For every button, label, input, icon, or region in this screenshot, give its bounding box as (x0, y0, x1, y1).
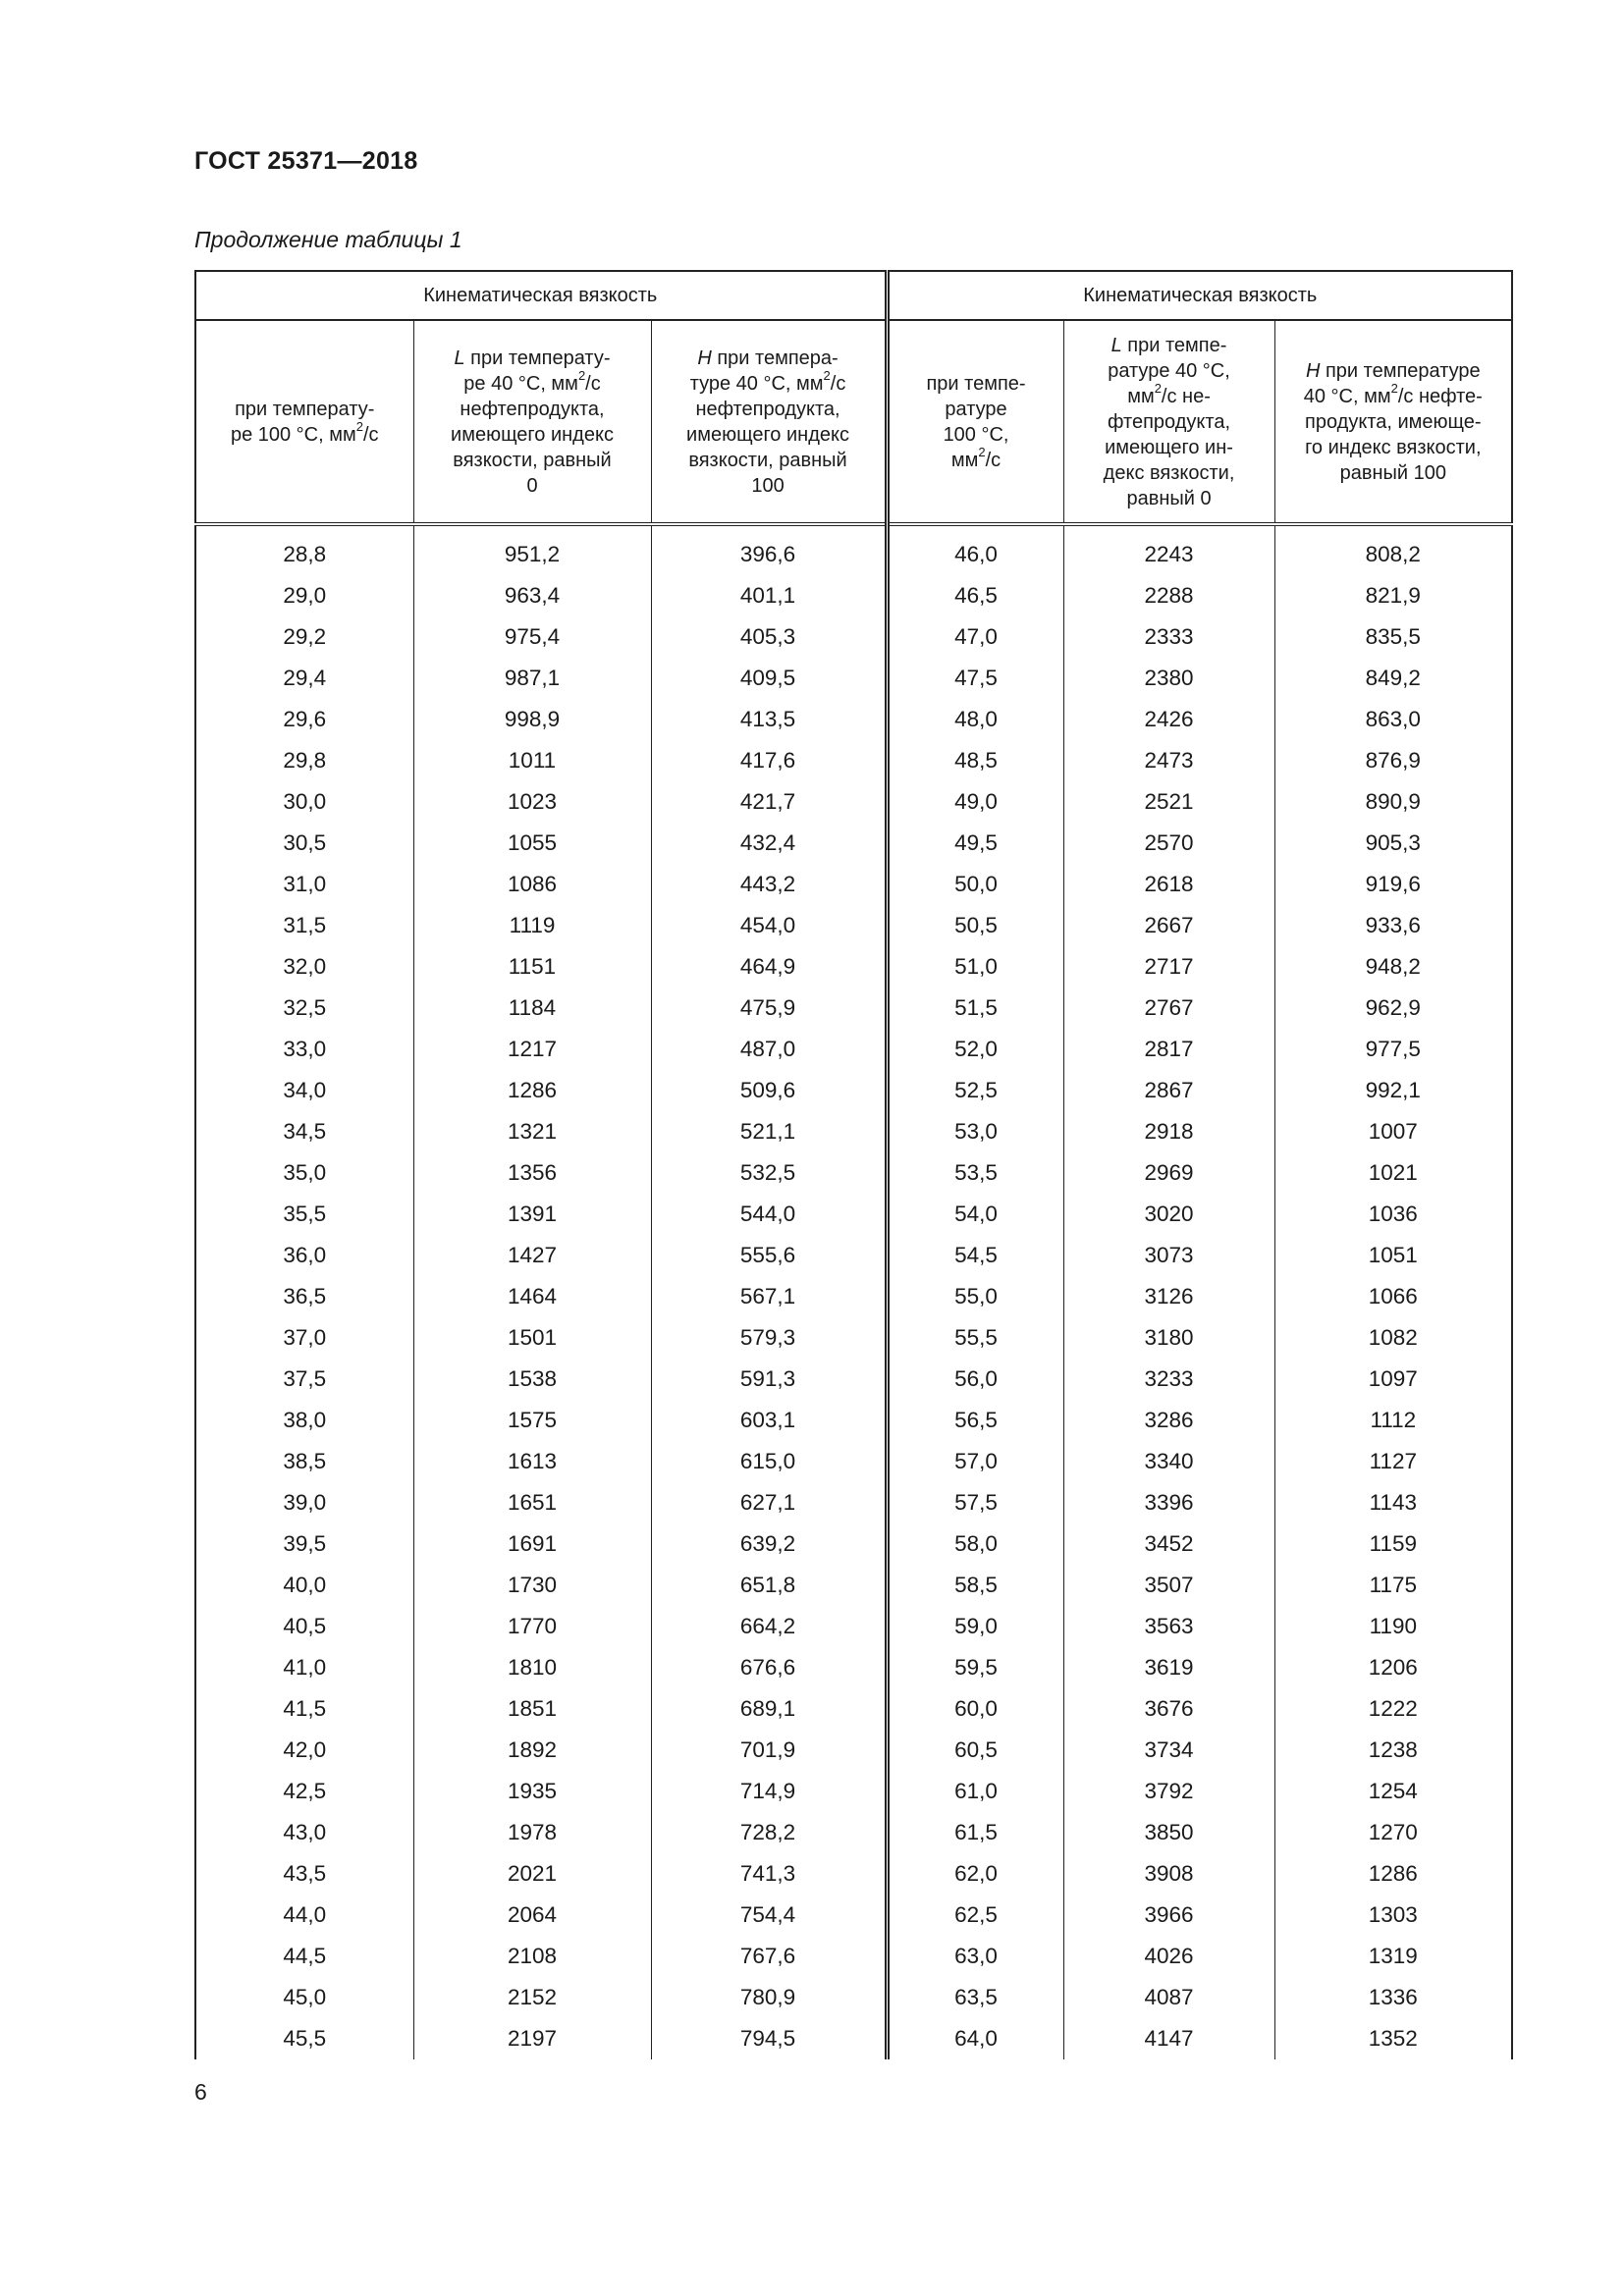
cell-kv100-right: 51,5 (887, 988, 1063, 1029)
cell-kv100-left: 44,0 (195, 1895, 413, 1936)
cell-l40-left: 1119 (413, 905, 651, 946)
table-row (195, 1317, 1512, 1359)
col-header-l40-left: L при температу- ре 40 °C, $мм^2/с$ нефтепродукта, имеющего индекс вязкости, равный 0 (413, 320, 651, 524)
cell-h40-left: 396,6 (651, 524, 887, 575)
cell-l40-left: 1217 (413, 1029, 651, 1070)
cell-h40-left: 555,6 (651, 1235, 887, 1276)
cell-kv100-right: 48,0 (887, 699, 1063, 740)
cell-l40-left: 1810 (413, 1647, 651, 1688)
cell-h40-left: 413,5 (651, 699, 887, 740)
cell-l40-right: 4026 (1063, 1936, 1274, 1977)
cell-kv100-left: 45,0 (195, 1977, 413, 2018)
cell-kv100-right: 63,0 (887, 1936, 1063, 1977)
cell-h40-left: 767,6 (651, 1936, 887, 1977)
cell-kv100-left: 37,5 (195, 1359, 413, 1400)
cell-l40-left: 1464 (413, 1276, 651, 1317)
cell-l40-left: 975,4 (413, 616, 651, 658)
cell-l40-left: 1286 (413, 1070, 651, 1111)
cell-kv100-right: 50,5 (887, 905, 1063, 946)
cell-kv100-left: 43,0 (195, 1812, 413, 1853)
cell-h40-right: 1222 (1274, 1688, 1512, 1730)
cell-h40-right: 1143 (1274, 1482, 1512, 1523)
cell-kv100-left: 39,5 (195, 1523, 413, 1565)
cell-h40-right: 863,0 (1274, 699, 1512, 740)
cell-kv100-left: 38,0 (195, 1400, 413, 1441)
cell-h40-left: 432,4 (651, 823, 887, 864)
cell-l40-right: 3966 (1063, 1895, 1274, 1936)
cell-h40-left: 421,7 (651, 781, 887, 823)
table-row (195, 1565, 1512, 1606)
cell-kv100-left: 29,4 (195, 658, 413, 699)
cell-kv100-left: 32,5 (195, 988, 413, 1029)
table-row (195, 1111, 1512, 1152)
cell-l40-left: 1321 (413, 1111, 651, 1152)
cell-kv100-left: 38,5 (195, 1441, 413, 1482)
cell-h40-right: 1021 (1274, 1152, 1512, 1194)
table-row (195, 1977, 1512, 2018)
cell-kv100-right: 58,5 (887, 1565, 1063, 1606)
cell-l40-right: 2867 (1063, 1070, 1274, 1111)
cell-h40-right: 919,6 (1274, 864, 1512, 905)
cell-h40-right: 1082 (1274, 1317, 1512, 1359)
cell-l40-right: 3073 (1063, 1235, 1274, 1276)
table-row (195, 1812, 1512, 1853)
table-row (195, 1688, 1512, 1730)
cell-l40-left: 1151 (413, 946, 651, 988)
cell-kv100-right: 61,0 (887, 1771, 1063, 1812)
cell-kv100-right: 62,0 (887, 1853, 1063, 1895)
document-id: ГОСТ 25371—2018 (194, 147, 418, 175)
cell-l40-right: 3507 (1063, 1565, 1274, 1606)
page-number: 6 (194, 2079, 207, 2105)
cell-h40-right: 849,2 (1274, 658, 1512, 699)
cell-l40-right: 3792 (1063, 1771, 1274, 1812)
table-row (195, 1771, 1512, 1812)
cell-kv100-right: 62,5 (887, 1895, 1063, 1936)
cell-l40-left: 2152 (413, 1977, 651, 2018)
cell-h40-left: 615,0 (651, 1441, 887, 1482)
table-row (195, 1029, 1512, 1070)
cell-l40-left: 1391 (413, 1194, 651, 1235)
cell-kv100-left: 33,0 (195, 1029, 413, 1070)
cell-kv100-left: 39,0 (195, 1482, 413, 1523)
cell-kv100-left: 30,0 (195, 781, 413, 823)
cell-l40-right: 3734 (1063, 1730, 1274, 1771)
table-row (195, 781, 1512, 823)
cell-l40-right: 2767 (1063, 988, 1274, 1029)
cell-l40-right: 3452 (1063, 1523, 1274, 1565)
cell-l40-left: 2064 (413, 1895, 651, 1936)
cell-l40-right: 3563 (1063, 1606, 1274, 1647)
cell-kv100-left: 29,2 (195, 616, 413, 658)
cell-kv100-left: 31,0 (195, 864, 413, 905)
table-row (195, 1647, 1512, 1688)
cell-kv100-right: 52,5 (887, 1070, 1063, 1111)
cell-l40-left: 1613 (413, 1441, 651, 1482)
cell-h40-left: 521,1 (651, 1111, 887, 1152)
table-row (195, 1359, 1512, 1400)
cell-l40-left: 987,1 (413, 658, 651, 699)
table-row (195, 658, 1512, 699)
cell-kv100-left: 34,5 (195, 1111, 413, 1152)
table-row (195, 699, 1512, 740)
cell-l40-left: 1892 (413, 1730, 651, 1771)
cell-h40-right: 948,2 (1274, 946, 1512, 988)
cell-l40-right: 3908 (1063, 1853, 1274, 1895)
cell-l40-right: 3233 (1063, 1359, 1274, 1400)
table-row (195, 1441, 1512, 1482)
cell-kv100-right: 60,5 (887, 1730, 1063, 1771)
cell-l40-right: 2817 (1063, 1029, 1274, 1070)
cell-l40-right: 2717 (1063, 946, 1274, 988)
cell-kv100-left: 41,0 (195, 1647, 413, 1688)
cell-h40-left: 639,2 (651, 1523, 887, 1565)
cell-l40-left: 951,2 (413, 524, 651, 575)
cell-kv100-left: 35,0 (195, 1152, 413, 1194)
cell-l40-left: 1651 (413, 1482, 651, 1523)
cell-h40-right: 1112 (1274, 1400, 1512, 1441)
cell-l40-right: 2380 (1063, 658, 1274, 699)
cell-kv100-right: 63,5 (887, 1977, 1063, 2018)
cell-h40-right: 1127 (1274, 1441, 1512, 1482)
cell-l40-right: 2918 (1063, 1111, 1274, 1152)
cell-h40-left: 544,0 (651, 1194, 887, 1235)
cell-h40-left: 689,1 (651, 1688, 887, 1730)
cell-h40-right: 962,9 (1274, 988, 1512, 1029)
cell-h40-left: 409,5 (651, 658, 887, 699)
table-row (195, 864, 1512, 905)
cell-h40-left: 676,6 (651, 1647, 887, 1688)
cell-h40-right: 808,2 (1274, 524, 1512, 575)
table-row (195, 1606, 1512, 1647)
cell-l40-left: 2021 (413, 1853, 651, 1895)
cell-h40-left: 664,2 (651, 1606, 887, 1647)
cell-l40-right: 2521 (1063, 781, 1274, 823)
table-row (195, 1235, 1512, 1276)
table-row (195, 823, 1512, 864)
cell-l40-left: 1011 (413, 740, 651, 781)
cell-kv100-right: 46,5 (887, 575, 1063, 616)
cell-h40-left: 475,9 (651, 988, 887, 1029)
cell-h40-right: 1270 (1274, 1812, 1512, 1853)
col-header-h40-left: H при темпера- туре 40 °C, $мм^2/с$ нефтепродукта, имеющего индекс вязкости, равный 100 (651, 320, 887, 524)
cell-kv100-left: 29,8 (195, 740, 413, 781)
cell-l40-left: 1086 (413, 864, 651, 905)
cell-kv100-right: 54,5 (887, 1235, 1063, 1276)
table-caption: Продолжение таблицы 1 (194, 227, 462, 252)
cell-l40-right: 3676 (1063, 1688, 1274, 1730)
cell-kv100-right: 57,5 (887, 1482, 1063, 1523)
cell-h40-left: 701,9 (651, 1730, 887, 1771)
cell-h40-left: 567,1 (651, 1276, 887, 1317)
cell-h40-left: 741,3 (651, 1853, 887, 1895)
cell-l40-right: 3340 (1063, 1441, 1274, 1482)
cell-kv100-right: 51,0 (887, 946, 1063, 988)
cell-h40-left: 417,6 (651, 740, 887, 781)
cell-l40-left: 1691 (413, 1523, 651, 1565)
cell-l40-left: 1730 (413, 1565, 651, 1606)
cell-kv100-right: 55,5 (887, 1317, 1063, 1359)
cell-h40-right: 1319 (1274, 1936, 1512, 1977)
cell-kv100-left: 40,0 (195, 1565, 413, 1606)
cell-l40-right: 3619 (1063, 1647, 1274, 1688)
cell-l40-right: 3020 (1063, 1194, 1274, 1235)
col-header-h40-right: H при температуре 40 °C, $мм^2/с$ нефте- продукта, имеюще- го индекс вязкости, равный 100 (1274, 320, 1512, 524)
cell-h40-right: 1007 (1274, 1111, 1512, 1152)
cell-h40-right: 905,3 (1274, 823, 1512, 864)
cell-h40-left: 591,3 (651, 1359, 887, 1400)
cell-kv100-right: 56,0 (887, 1359, 1063, 1400)
cell-kv100-right: 47,0 (887, 616, 1063, 658)
cell-kv100-right: 61,5 (887, 1812, 1063, 1853)
table-row (195, 905, 1512, 946)
cell-h40-right: 1190 (1274, 1606, 1512, 1647)
cell-h40-right: 1303 (1274, 1895, 1512, 1936)
cell-h40-right: 1051 (1274, 1235, 1512, 1276)
col-header-kv100-right: при темпе- ратуре 100 °C, $мм^2/с$ (887, 320, 1063, 524)
cell-kv100-right: 53,0 (887, 1111, 1063, 1152)
cell-l40-right: 3286 (1063, 1400, 1274, 1441)
table-body (195, 524, 1512, 2059)
cell-h40-right: 876,9 (1274, 740, 1512, 781)
table-row (195, 1730, 1512, 1771)
table-row (195, 575, 1512, 616)
cell-kv100-left: 44,5 (195, 1936, 413, 1977)
cell-h40-left: 714,9 (651, 1771, 887, 1812)
table-row (195, 524, 1512, 575)
table-row (195, 1400, 1512, 1441)
cell-kv100-right: 46,0 (887, 524, 1063, 575)
cell-kv100-right: 55,0 (887, 1276, 1063, 1317)
col-header-l40-right: L при темпе- ратуре 40 °C, $мм^2/с$ не- фтепродукта, имеющего ин- декс вязкости, равный 0 (1063, 320, 1274, 524)
cell-kv100-right: 57,0 (887, 1441, 1063, 1482)
cell-h40-right: 1097 (1274, 1359, 1512, 1400)
cell-h40-left: 754,4 (651, 1895, 887, 1936)
cell-kv100-left: 35,5 (195, 1194, 413, 1235)
cell-kv100-left: 29,0 (195, 575, 413, 616)
group-header-left: Кинематическая вязкость (195, 271, 887, 320)
table-row (195, 946, 1512, 988)
cell-kv100-right: 64,0 (887, 2018, 1063, 2059)
cell-kv100-left: 29,6 (195, 699, 413, 740)
table-row (195, 1523, 1512, 1565)
cell-h40-left: 794,5 (651, 2018, 887, 2059)
table-row (195, 740, 1512, 781)
cell-l40-right: 3126 (1063, 1276, 1274, 1317)
cell-l40-right: 2667 (1063, 905, 1274, 946)
cell-h40-right: 1336 (1274, 1977, 1512, 2018)
cell-h40-left: 627,1 (651, 1482, 887, 1523)
cell-h40-right: 1286 (1274, 1853, 1512, 1895)
cell-kv100-right: 59,5 (887, 1647, 1063, 1688)
cell-kv100-left: 41,5 (195, 1688, 413, 1730)
cell-l40-left: 1501 (413, 1317, 651, 1359)
cell-l40-right: 3180 (1063, 1317, 1274, 1359)
cell-l40-right: 3850 (1063, 1812, 1274, 1853)
table-row (195, 1895, 1512, 1936)
cell-l40-left: 1055 (413, 823, 651, 864)
cell-l40-left: 1538 (413, 1359, 651, 1400)
cell-h40-left: 487,0 (651, 1029, 887, 1070)
cell-h40-right: 992,1 (1274, 1070, 1512, 1111)
table-row (195, 1853, 1512, 1895)
cell-l40-right: 2333 (1063, 616, 1274, 658)
cell-l40-left: 1770 (413, 1606, 651, 1647)
cell-l40-left: 1427 (413, 1235, 651, 1276)
table-row (195, 988, 1512, 1029)
cell-h40-left: 509,6 (651, 1070, 887, 1111)
table-row (195, 616, 1512, 658)
cell-kv100-right: 47,5 (887, 658, 1063, 699)
cell-l40-left: 1978 (413, 1812, 651, 1853)
cell-h40-right: 1238 (1274, 1730, 1512, 1771)
cell-kv100-right: 48,5 (887, 740, 1063, 781)
cell-kv100-right: 60,0 (887, 1688, 1063, 1730)
cell-h40-left: 454,0 (651, 905, 887, 946)
table-row (195, 1936, 1512, 1977)
cell-kv100-right: 49,0 (887, 781, 1063, 823)
cell-h40-left: 401,1 (651, 575, 887, 616)
cell-kv100-right: 54,0 (887, 1194, 1063, 1235)
cell-h40-right: 821,9 (1274, 575, 1512, 616)
cell-kv100-right: 50,0 (887, 864, 1063, 905)
table-row (195, 1152, 1512, 1194)
viscosity-table (194, 270, 1513, 2059)
cell-l40-right: 2426 (1063, 699, 1274, 740)
cell-h40-right: 1206 (1274, 1647, 1512, 1688)
cell-h40-left: 780,9 (651, 1977, 887, 2018)
cell-l40-right: 2618 (1063, 864, 1274, 905)
cell-h40-left: 579,3 (651, 1317, 887, 1359)
cell-kv100-left: 31,5 (195, 905, 413, 946)
table-row (195, 1194, 1512, 1235)
cell-h40-left: 532,5 (651, 1152, 887, 1194)
cell-kv100-right: 53,5 (887, 1152, 1063, 1194)
cell-h40-right: 1254 (1274, 1771, 1512, 1812)
cell-h40-right: 933,6 (1274, 905, 1512, 946)
cell-h40-right: 890,9 (1274, 781, 1512, 823)
cell-kv100-left: 45,5 (195, 2018, 413, 2059)
cell-l40-right: 2473 (1063, 740, 1274, 781)
cell-l40-left: 2108 (413, 1936, 651, 1977)
cell-h40-right: 1036 (1274, 1194, 1512, 1235)
cell-kv100-left: 36,5 (195, 1276, 413, 1317)
cell-kv100-left: 32,0 (195, 946, 413, 988)
cell-h40-right: 977,5 (1274, 1029, 1512, 1070)
cell-h40-left: 603,1 (651, 1400, 887, 1441)
cell-kv100-left: 40,5 (195, 1606, 413, 1647)
cell-h40-left: 405,3 (651, 616, 887, 658)
cell-kv100-right: 59,0 (887, 1606, 1063, 1647)
cell-l40-left: 963,4 (413, 575, 651, 616)
cell-h40-right: 1066 (1274, 1276, 1512, 1317)
cell-kv100-left: 30,5 (195, 823, 413, 864)
table-row (195, 1276, 1512, 1317)
cell-l40-left: 1851 (413, 1688, 651, 1730)
cell-l40-left: 1184 (413, 988, 651, 1029)
cell-h40-left: 728,2 (651, 1812, 887, 1853)
cell-h40-left: 464,9 (651, 946, 887, 988)
cell-h40-right: 1175 (1274, 1565, 1512, 1606)
cell-kv100-left: 28,8 (195, 524, 413, 575)
cell-l40-left: 1356 (413, 1152, 651, 1194)
cell-l40-right: 3396 (1063, 1482, 1274, 1523)
cell-kv100-left: 42,0 (195, 1730, 413, 1771)
cell-l40-right: 2243 (1063, 524, 1274, 575)
cell-l40-right: 4087 (1063, 1977, 1274, 2018)
cell-l40-left: 1023 (413, 781, 651, 823)
cell-h40-right: 1159 (1274, 1523, 1512, 1565)
cell-l40-left: 1935 (413, 1771, 651, 1812)
cell-h40-right: 835,5 (1274, 616, 1512, 658)
cell-kv100-right: 49,5 (887, 823, 1063, 864)
viscosity-table-container (194, 270, 1511, 2059)
cell-l40-right: 2570 (1063, 823, 1274, 864)
cell-l40-right: 2288 (1063, 575, 1274, 616)
cell-kv100-right: 52,0 (887, 1029, 1063, 1070)
cell-h40-left: 651,8 (651, 1565, 887, 1606)
cell-l40-left: 1575 (413, 1400, 651, 1441)
table-row (195, 1070, 1512, 1111)
cell-kv100-right: 58,0 (887, 1523, 1063, 1565)
cell-h40-left: 443,2 (651, 864, 887, 905)
cell-l40-right: 2969 (1063, 1152, 1274, 1194)
group-header-right: Кинематическая вязкость (887, 271, 1512, 320)
table-row (195, 1482, 1512, 1523)
cell-kv100-left: 43,5 (195, 1853, 413, 1895)
col-header-kv100-left: при температу- ре 100 °C, $мм^2/с$ (195, 320, 413, 524)
cell-kv100-left: 34,0 (195, 1070, 413, 1111)
cell-kv100-left: 42,5 (195, 1771, 413, 1812)
cell-l40-right: 4147 (1063, 2018, 1274, 2059)
cell-kv100-left: 36,0 (195, 1235, 413, 1276)
cell-kv100-right: 56,5 (887, 1400, 1063, 1441)
cell-h40-right: 1352 (1274, 2018, 1512, 2059)
cell-l40-left: 2197 (413, 2018, 651, 2059)
cell-l40-left: 998,9 (413, 699, 651, 740)
table-row (195, 2018, 1512, 2059)
cell-kv100-left: 37,0 (195, 1317, 413, 1359)
